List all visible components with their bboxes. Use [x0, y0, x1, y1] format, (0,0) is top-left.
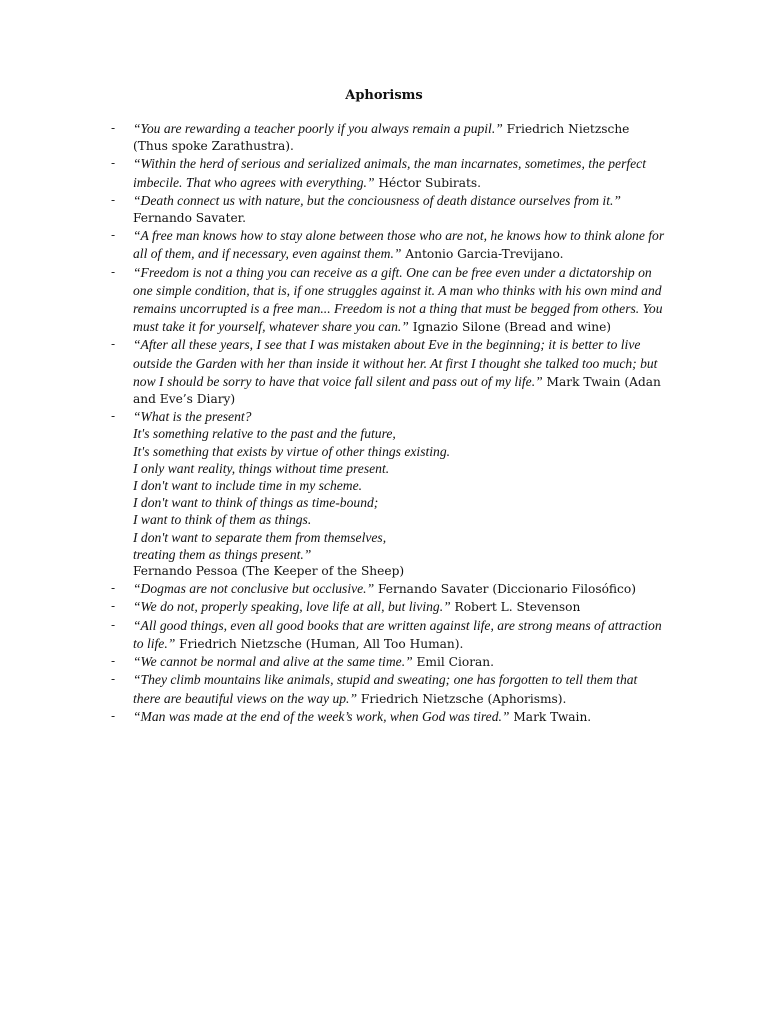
list-item [0, 708, 768, 726]
bullet-dash: - [111, 192, 116, 207]
list-item [0, 336, 768, 408]
list-item [0, 671, 768, 707]
poem-line: I don't want to include time in my scheme. [133, 478, 363, 494]
bullet-dash: - [111, 617, 116, 632]
quote-author: Fernando Savater. [133, 211, 247, 226]
poem-line: It's something that exists by virtue of other things existing. [133, 443, 451, 459]
quote-author: Antonio Garcia-Trevijano. [401, 247, 564, 262]
poem-line: “What is the present? [133, 409, 252, 425]
list-item [0, 653, 768, 671]
list-item [0, 227, 768, 263]
bullet-dash: - [111, 708, 116, 723]
bullet-dash: - [111, 409, 116, 424]
poem-line: I only want reality, things without time present. [133, 460, 390, 476]
quote-text: “They climb mountains like animals, stupid and sweating; one has forgotten to tell them that there are beautiful views on the way up.” [133, 672, 638, 706]
aphorism-list [0, 120, 768, 726]
list-item [0, 264, 768, 337]
bullet-dash: - [111, 337, 116, 352]
poem-line: It's something relative to the past and the future, [133, 426, 396, 442]
quote-author: Ignazio Silone (Bread and wine) [408, 320, 612, 335]
list-item [0, 617, 768, 653]
list-item [0, 408, 768, 580]
quote-author: Friedrich Nietzsche (Aphorisms). [357, 691, 567, 706]
bullet-dash: - [111, 599, 116, 614]
quote-text: “Man was made at the end of the week’s work, when God was tired.” [133, 708, 510, 724]
quote-author: Héctor Subirats. [374, 175, 482, 190]
quote-author: Emil Cioran. [412, 655, 495, 670]
quote-text: “A free man knows how to stay alone between those who are not, he knows how to think alone for all of them, and if necessary, even against them.” [133, 228, 665, 262]
quote-text: “Death connect us with nature, but the conciousness of death distance ourselves from it.” [133, 192, 621, 208]
quote-author: Friedrich Nietzsche (Thus spoke Zarathustra). [133, 122, 630, 154]
quote-author: Fernando Savater (Diccionario Filosófico) [374, 582, 636, 597]
quote-text: “After all these years, I see that I was mistaken about Eve in the beginning; it is better to live outside the Garden with her than inside it without her. At first I thought she talked too much; but now I should be sorry to have that voice fall silent and pass out of my life.” [133, 337, 658, 389]
bullet-dash: - [111, 228, 116, 243]
list-item [0, 155, 768, 191]
list-item [0, 580, 768, 598]
bullet-dash: - [111, 264, 116, 279]
bullet-dash: - [111, 672, 116, 687]
poem-line: I don't want to think of things as time-bound; [133, 495, 379, 511]
quote-author: Friedrich Nietzsche (Human, All Too Human). [175, 636, 464, 651]
bullet-dash: - [111, 121, 116, 135]
quote-author: Fernando Pessoa (The Keeper of the Sheep) [133, 564, 405, 579]
bullet-dash: - [111, 581, 116, 596]
quote-text: “You are rewarding a teacher poorly if you always remain a pupil.” [133, 121, 503, 136]
quote-author: Mark Twain (Adan and Eve’s Diary) [133, 374, 661, 407]
quote-text: “We do not, properly speaking, love life at all, but living.” [133, 599, 451, 615]
list-item [0, 192, 768, 227]
poem-line: I don't want to separate them from themselves, [133, 529, 387, 545]
poem-line: I want to think of them as things. [133, 512, 312, 528]
poem-line: treating them as things present.” [133, 546, 312, 562]
quote-author: Robert L. Stevenson [450, 600, 581, 615]
quote-text: “We cannot be normal and alive at the same time.” [133, 654, 413, 670]
quote-text: “Dogmas are not conclusive but occlusive.” [133, 581, 375, 597]
quote-author: Mark Twain. [509, 709, 592, 724]
list-item [0, 120, 768, 155]
quote-text: “Freedom is not a thing you can receive as a gift. One can be free even under a dictatorship on one simple condition, that is, if one struggles against it. A man who thinks with his own mind and remains uncorrupted is a free man... Freedom is not a thing that must be begged from others. You must take it for yourself, whatever share you can.” [133, 264, 663, 335]
quote-text: “All good things, even all good books that are written against life, are strong means of attraction to life.” [133, 617, 662, 651]
list-item [0, 598, 768, 616]
bullet-dash: - [111, 654, 116, 669]
quote-text: “Within the herd of serious and serialized animals, the man incarnates, sometimes, the perfect imbecile. That who agrees with everything.” [133, 156, 646, 190]
page-title: Aphorisms [345, 88, 423, 103]
bullet-dash: - [111, 156, 116, 171]
